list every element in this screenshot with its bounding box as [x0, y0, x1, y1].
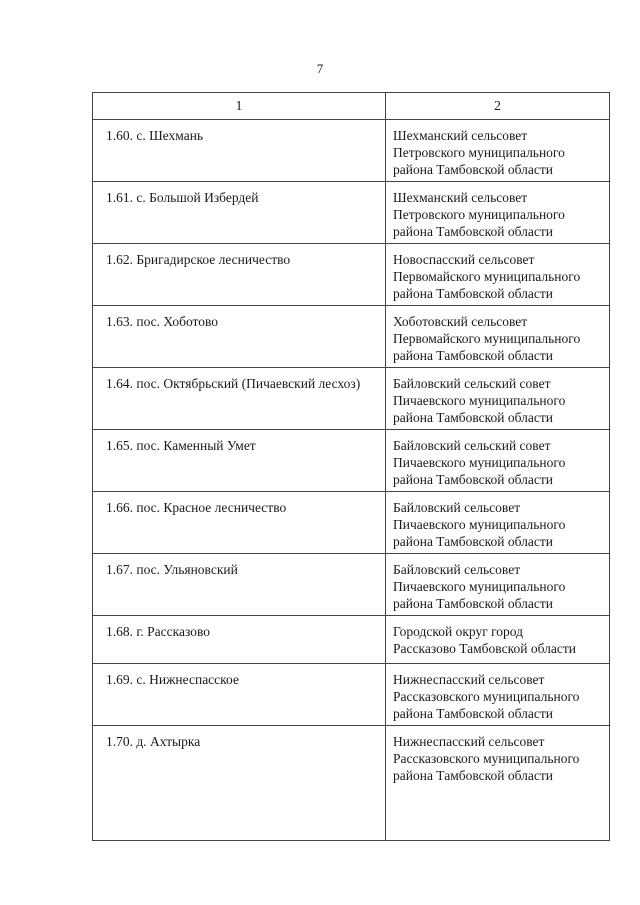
- settlement-name: 1.63. пос. Хоботово: [106, 314, 219, 329]
- municipality-line: района Тамбовской области: [393, 706, 554, 721]
- municipality-line: Нижнеспасский сельсовет: [393, 734, 545, 749]
- municipality-line: района Тамбовской области: [393, 596, 554, 611]
- table-row: [93, 120, 610, 182]
- settlement-cell: [93, 306, 386, 368]
- municipality-line: Байловский сельский совет: [393, 438, 551, 453]
- municipality-text: [386, 244, 609, 302]
- settlement-cell: [93, 430, 386, 492]
- table-row: [93, 664, 610, 726]
- municipality-line: Байловский сельский совет: [393, 376, 551, 391]
- municipality-cell: [386, 244, 610, 306]
- municipality-text: [386, 554, 609, 612]
- municipality-line: Байловский сельсовет: [393, 500, 521, 515]
- municipality-line: Пичаевского муниципального: [393, 393, 566, 408]
- settlement-name: 1.68. г. Рассказово: [106, 624, 211, 639]
- settlement-cell: [93, 616, 386, 664]
- municipality-line: Рассказово Тамбовской области: [393, 641, 576, 656]
- municipality-line: Петровского муниципального: [393, 145, 565, 160]
- municipality-line: района Тамбовской области: [393, 224, 554, 239]
- municipality-line: Рассказовского муниципального: [393, 689, 580, 704]
- settlement-name: 1.70. д. Ахтырка: [106, 734, 201, 749]
- municipality-cell: [386, 120, 610, 182]
- municipality-line: Первомайского муниципального: [393, 331, 581, 346]
- settlement-cell: [93, 182, 386, 244]
- municipality-line: Пичаевского муниципального: [393, 579, 566, 594]
- settlement-name: 1.62. Бригадирское лесничество: [106, 252, 291, 267]
- settlement-name: 1.64. пос. Октябрьский (Пичаевский лесхоз): [106, 376, 361, 391]
- settlement-name: 1.66. пос. Красное лесничество: [106, 500, 287, 515]
- settlement-cell: [93, 368, 386, 430]
- municipality-cell: [386, 430, 610, 492]
- table-row: [93, 726, 610, 841]
- municipality-line: Нижнеспасский сельсовет: [393, 672, 545, 687]
- municipality-line: Рассказовского муниципального: [393, 751, 580, 766]
- municipality-line: района Тамбовской области: [393, 534, 554, 549]
- settlement-name: 1.61. с. Большой Избердей: [106, 190, 259, 205]
- table-row: [93, 306, 610, 368]
- municipality-line: района Тамбовской области: [393, 410, 554, 425]
- municipality-line: Городской округ город: [393, 624, 524, 639]
- municipality-text: [386, 664, 609, 722]
- municipality-line: района Тамбовской области: [393, 472, 554, 487]
- table-row: [93, 554, 610, 616]
- municipality-line: Байловский сельсовет: [393, 562, 521, 577]
- settlement-name: 1.69. с. Нижнеспасское: [106, 672, 239, 687]
- municipality-line: района Тамбовской области: [393, 286, 554, 301]
- table-row: [93, 430, 610, 492]
- settlement-cell: [93, 244, 386, 306]
- settlement-cell: [93, 726, 386, 841]
- municipality-text: [386, 306, 609, 364]
- municipality-line: Шехманский сельсовет: [393, 190, 528, 205]
- settlement-name: 1.60. с. Шехмань: [106, 128, 204, 143]
- municipality-cell: [386, 492, 610, 554]
- municipality-line: Шехманский сельсовет: [393, 128, 528, 143]
- table-row: [93, 368, 610, 430]
- table-row: [93, 616, 610, 664]
- municipality-text: [386, 430, 609, 488]
- municipality-line: Первомайского муниципального: [393, 269, 581, 284]
- table-header-row: [93, 93, 610, 120]
- municipality-cell: [386, 554, 610, 616]
- municipality-text: [386, 120, 609, 178]
- page-number: 7: [316, 61, 324, 76]
- municipality-line: района Тамбовской области: [393, 768, 554, 783]
- municipality-line: Пичаевского муниципального: [393, 455, 566, 470]
- municipality-line: Петровского муниципального: [393, 207, 565, 222]
- table-row: [93, 244, 610, 306]
- municipality-line: района Тамбовской области: [393, 162, 554, 177]
- municipality-text: [386, 616, 609, 657]
- municipality-cell: [386, 182, 610, 244]
- municipality-line: Новоспасский сельсовет: [393, 252, 535, 267]
- settlement-cell: [93, 554, 386, 616]
- municipality-text: [386, 492, 609, 550]
- municipality-text: [386, 726, 609, 784]
- municipality-cell: [386, 726, 610, 841]
- settlement-cell: [93, 664, 386, 726]
- settlement-name: 1.65. пос. Каменный Умет: [106, 438, 256, 453]
- settlement-name: 1.67. пос. Ульяновский: [106, 562, 238, 577]
- municipality-cell: [386, 664, 610, 726]
- column-header-2: 2: [386, 93, 610, 120]
- municipality-cell: [386, 368, 610, 430]
- settlement-cell: [93, 120, 386, 182]
- municipality-cell: [386, 306, 610, 368]
- municipality-cell: [386, 616, 610, 664]
- municipality-text: [386, 368, 609, 426]
- municipality-text: [386, 182, 609, 240]
- table-row: [93, 182, 610, 244]
- settlements-table: [92, 92, 610, 841]
- municipality-line: района Тамбовской области: [393, 348, 554, 363]
- column-header-1: 1: [93, 93, 386, 120]
- municipality-line: Хоботовский сельсовет: [393, 314, 528, 329]
- table-row: [93, 492, 610, 554]
- municipality-line: Пичаевского муниципального: [393, 517, 566, 532]
- settlement-cell: [93, 492, 386, 554]
